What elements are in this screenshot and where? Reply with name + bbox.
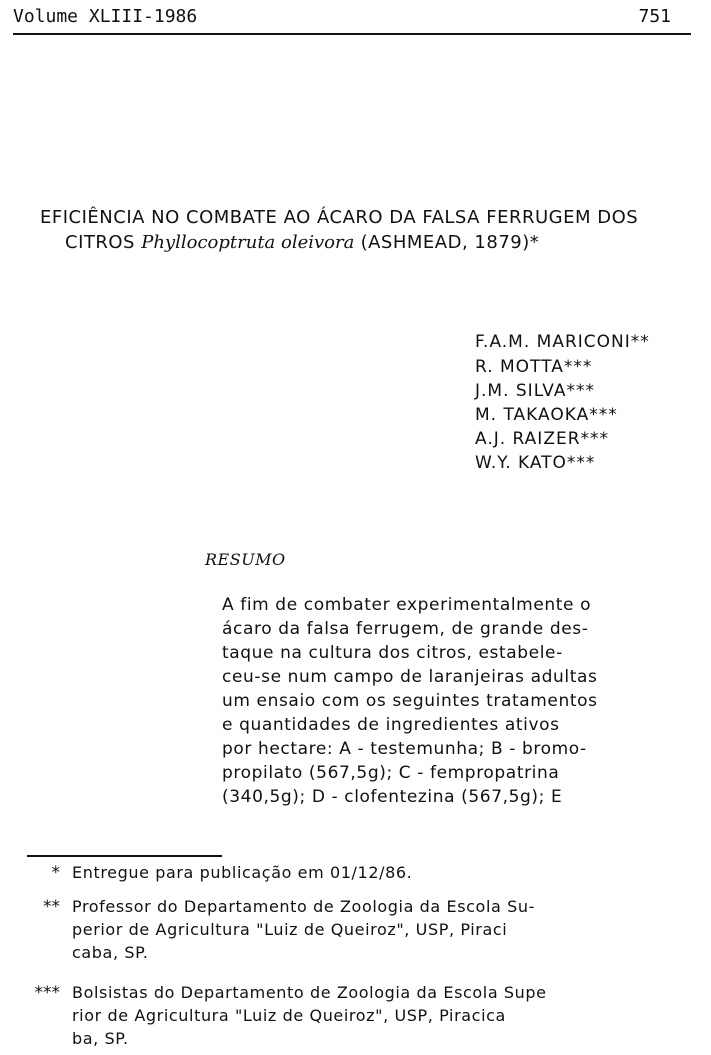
abstract-line: e quantidades de ingredientes ativos: [222, 715, 560, 735]
footnote-mark: *: [51, 863, 60, 883]
article-title-line-2: [65, 232, 539, 253]
footnote-line: Bolsistas do Departamento de Zoologia da Escola Supe: [72, 983, 547, 1002]
footnote-line: Entregue para publicação em 01/12/86.: [72, 863, 413, 882]
title-prefix: CITROS: [65, 232, 135, 253]
author-3: J.M. SILVA***: [475, 381, 595, 401]
title-suffix: (ASHMEAD, 1879)*: [360, 232, 540, 253]
abstract-line: por hectare: A - testemunha; B - bromo-: [222, 739, 587, 759]
author-5: A.J. RAIZER***: [475, 429, 610, 449]
abstract-heading: RESUMO: [205, 550, 286, 569]
footnote-line: ba, SP.: [72, 1029, 129, 1048]
abstract-line: ceu-se num campo de laranjeiras adultas: [222, 667, 598, 687]
page-number: 751: [638, 6, 671, 27]
article-title-line-1: EFICIÊNCIA NO COMBATE AO ÁCARO DA FALSA FERRUGEM DOS: [40, 207, 639, 228]
abstract-line: ácaro da falsa ferrugem, de grande des-: [222, 619, 589, 639]
running-header: [13, 6, 691, 34]
journal-volume: Volume XLIII-1986: [13, 6, 198, 27]
author-6: W.Y. KATO***: [475, 453, 596, 473]
author-2: R. MOTTA***: [475, 357, 593, 377]
footnote-mark: ***: [34, 983, 60, 1003]
species-name: Phyllocoptruta oleivora: [141, 232, 355, 253]
footnote-line: Professor do Departamento de Zoologia da Escola Su-: [72, 897, 535, 916]
author-1: F.A.M. MARICONI**: [475, 332, 650, 352]
footnote-line: caba, SP.: [72, 943, 149, 962]
abstract-line: taque na cultura dos citros, estabele-: [222, 643, 563, 663]
footnote-rule: [27, 855, 222, 857]
footnote-line: rior de Agricultura "Luiz de Queiroz", USP, Piracica: [72, 1006, 506, 1025]
abstract-line: A fim de combater experimentalmente o: [222, 595, 592, 615]
abstract-line: (340,5g); D - clofentezina (567,5g); E: [222, 787, 563, 807]
footnote-mark: **: [43, 897, 60, 917]
author-4: M. TAKAOKA***: [475, 405, 618, 425]
abstract-line: um ensaio com os seguintes tratamentos: [222, 691, 598, 711]
header-rule: [13, 33, 691, 35]
footnote-line: perior de Agricultura "Luiz de Queiroz", USP, Piraci: [72, 920, 508, 939]
abstract-line: propilato (567,5g); C - fempropatrina: [222, 763, 560, 783]
